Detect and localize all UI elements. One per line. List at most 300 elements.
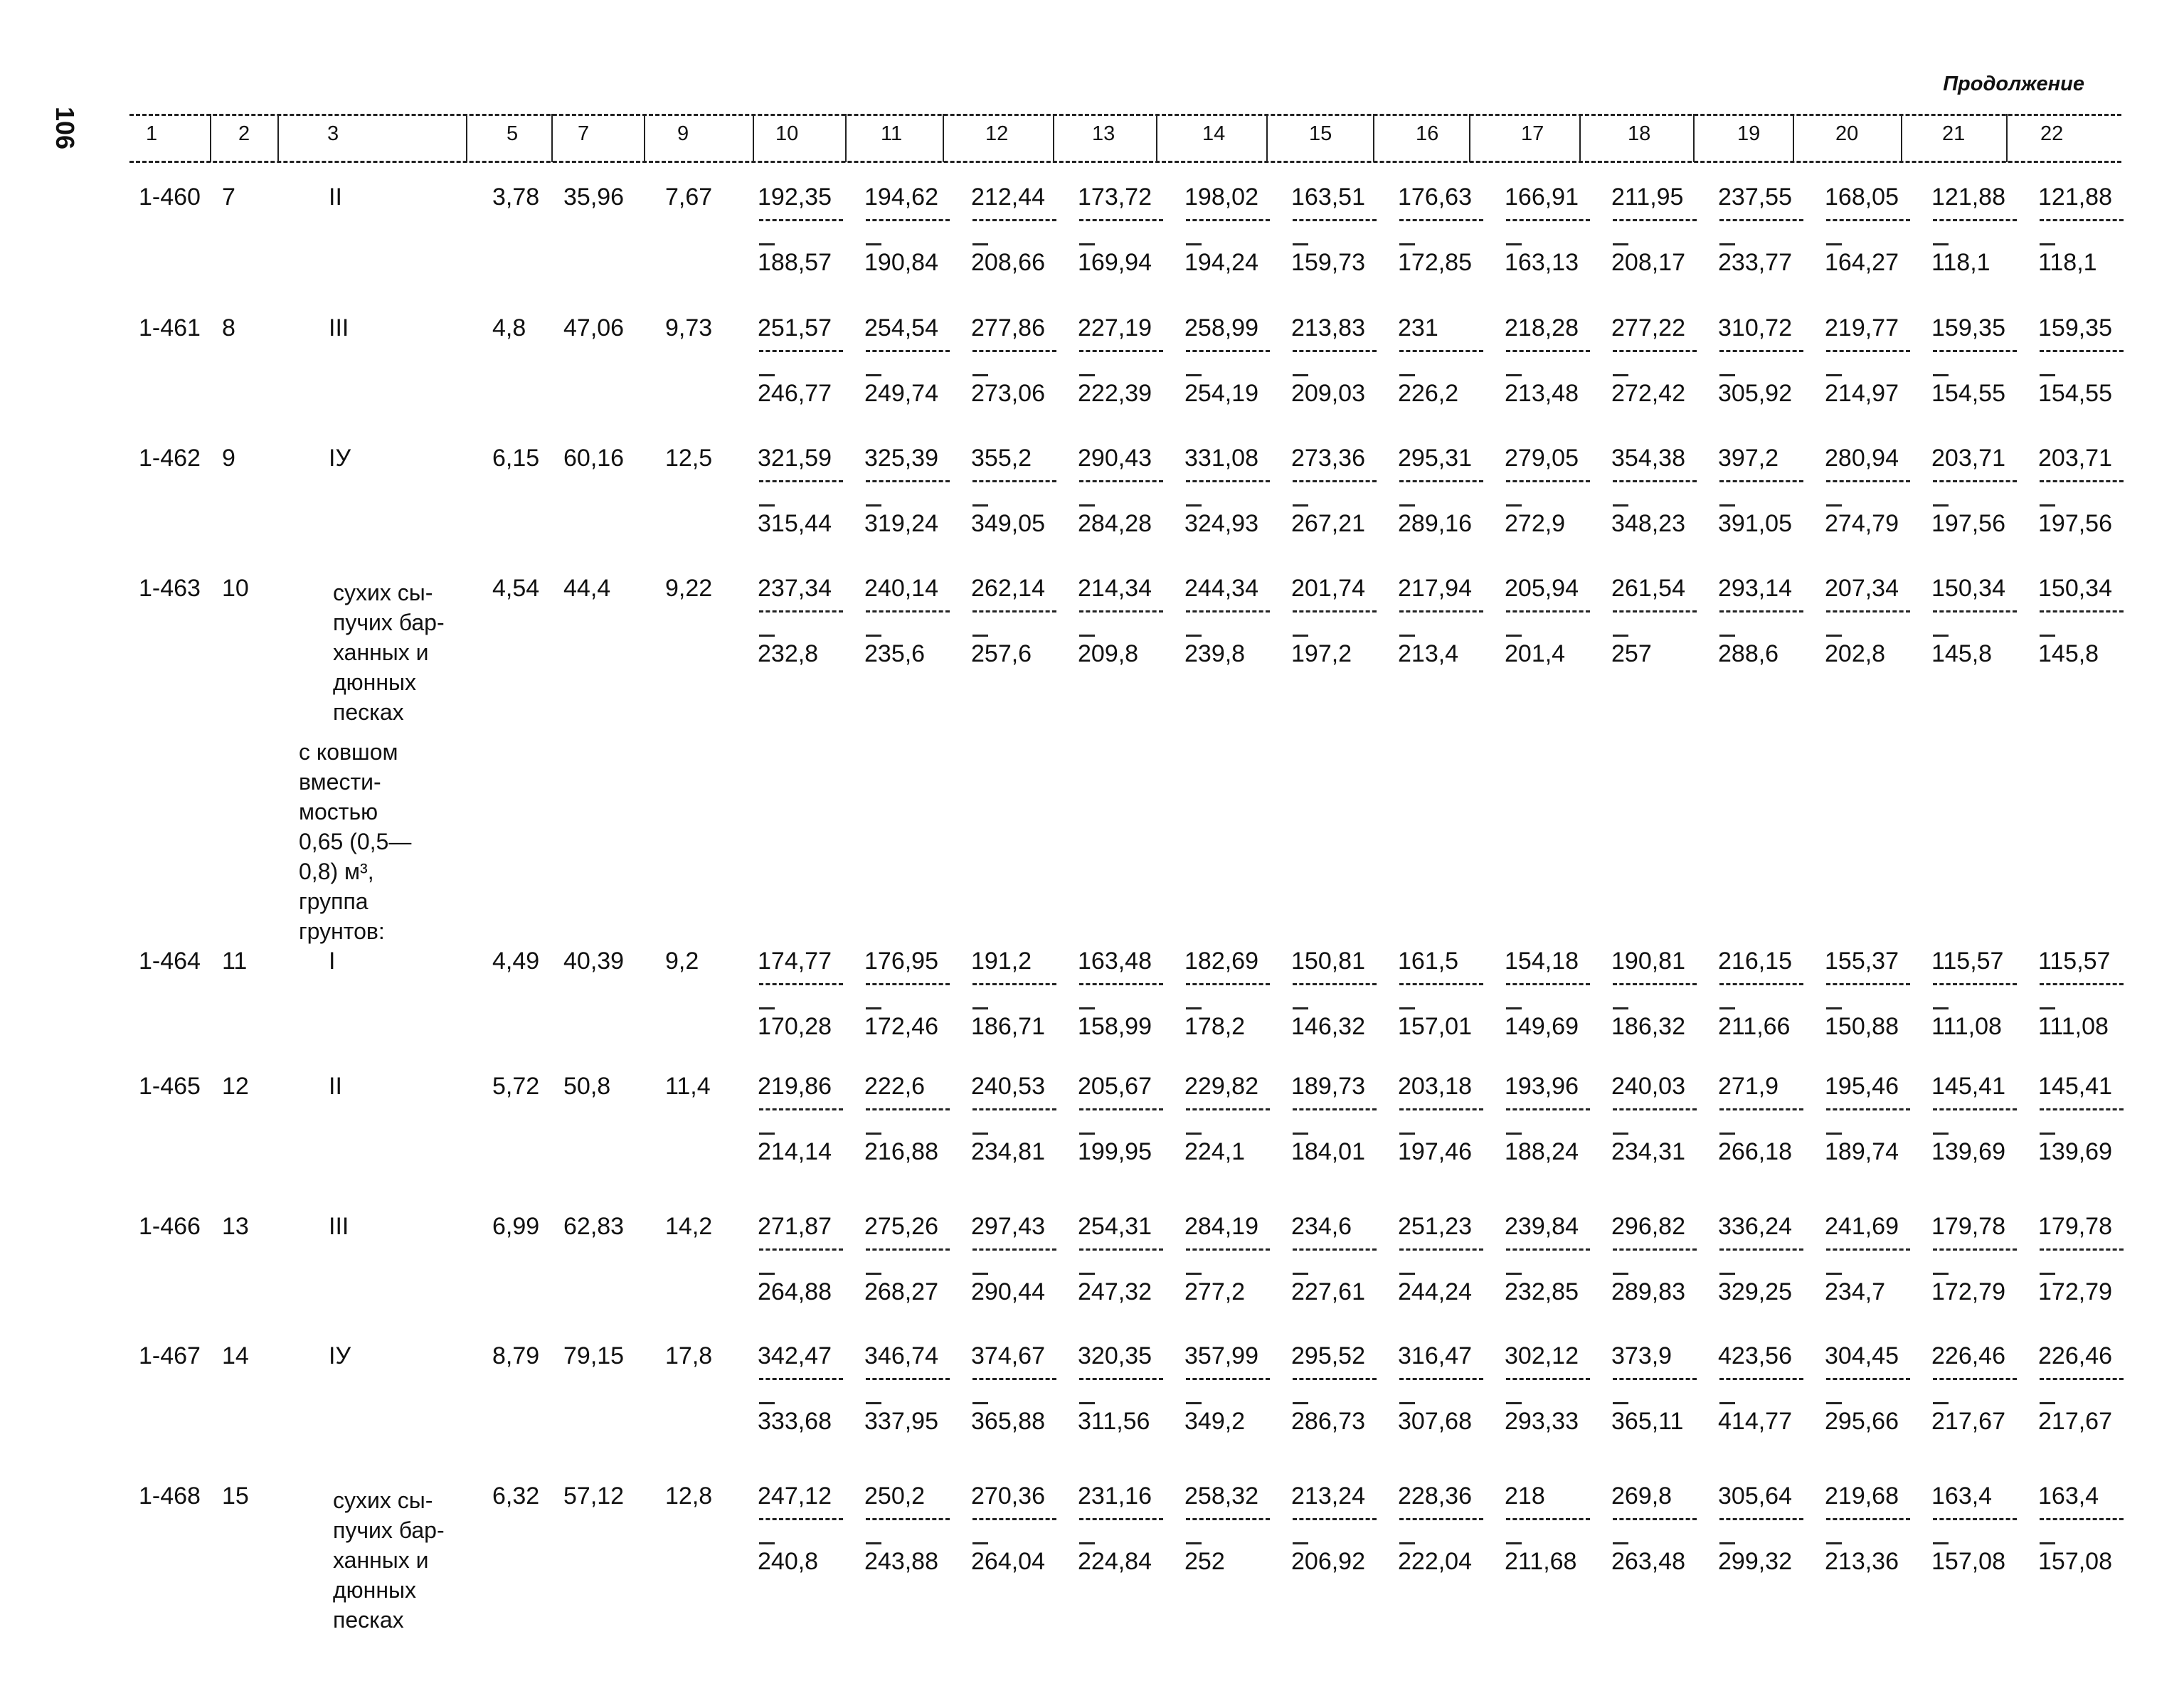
- fraction-numerator: 155,37: [1825, 948, 1899, 975]
- fraction-numerator: 293,14: [1718, 575, 1792, 602]
- fraction-col-21: [1931, 314, 2020, 405]
- column-number-16: 16: [1416, 122, 1439, 145]
- fraction-col-20: [1825, 184, 1914, 275]
- header-divider-12: [1373, 114, 1374, 162]
- soil-group: II: [329, 1073, 342, 1100]
- fraction-numerator: 203,18: [1398, 1073, 1472, 1100]
- fraction-denominator: 272,42: [1611, 380, 1685, 407]
- fraction-numerator: 219,77: [1825, 314, 1899, 341]
- row-number: 9: [222, 445, 235, 472]
- fraction-col-15: [1291, 1483, 1380, 1574]
- fraction-short-dash: [866, 1007, 881, 1009]
- fraction-dashed-rule: [1186, 983, 1270, 985]
- fraction-col-18: [1611, 314, 1700, 405]
- fraction-short-dash: [1933, 635, 1949, 637]
- fraction-col-18: [1611, 948, 1700, 1039]
- fraction-dashed-rule: [1186, 610, 1270, 613]
- fraction-dashed-rule: [1506, 610, 1590, 613]
- fraction-col-19: [1718, 575, 1807, 666]
- fraction-denominator: 139,69: [2038, 1138, 2112, 1165]
- header-top-rule: [129, 114, 2121, 116]
- fraction-dashed-rule: [1293, 1378, 1377, 1380]
- fraction-col-18: [1611, 575, 1700, 666]
- fraction-numerator: 240,03: [1611, 1073, 1685, 1100]
- fraction-denominator: 197,56: [1931, 510, 2005, 537]
- value-col-5: 5,72: [492, 1073, 540, 1100]
- fraction-denominator: 268,27: [864, 1278, 938, 1305]
- fraction-numerator: 373,9: [1611, 1342, 1673, 1369]
- fraction-denominator: 172,79: [1931, 1278, 2005, 1305]
- fraction-numerator: 240,53: [971, 1073, 1045, 1100]
- fraction-short-dash: [1293, 243, 1308, 245]
- fraction-dashed-rule: [1293, 1108, 1377, 1110]
- fraction-numerator: 234,6: [1291, 1213, 1352, 1240]
- fraction-dashed-rule: [972, 610, 1056, 613]
- fraction-denominator: 211,68: [1505, 1548, 1577, 1575]
- group-header-text: с ковшом вмести- мостью 0,65 (0,5— 0,8) м³, группа грунтов:: [299, 739, 412, 944]
- fraction-denominator: 159,73: [1291, 249, 1365, 276]
- fraction-denominator: 264,88: [758, 1278, 832, 1305]
- fraction-denominator: 232,85: [1505, 1278, 1579, 1305]
- fraction-short-dash: [1719, 1007, 1735, 1009]
- fraction-numerator: 190,81: [1611, 948, 1685, 975]
- fraction-numerator: 195,46: [1825, 1073, 1899, 1100]
- fraction-short-dash: [1399, 1402, 1415, 1404]
- fraction-numerator: 222,6: [864, 1073, 926, 1100]
- fraction-col-16: [1398, 184, 1487, 275]
- fraction-dashed-rule: [1293, 480, 1377, 482]
- fraction-numerator: 336,24: [1718, 1213, 1792, 1240]
- fraction-numerator: 237,34: [758, 575, 832, 602]
- fraction-short-dash: [2040, 1007, 2055, 1009]
- fraction-col-13: [1078, 948, 1167, 1039]
- fraction-denominator: 288,6: [1718, 640, 1779, 667]
- fraction-dashed-rule: [1506, 1108, 1590, 1110]
- row-code: 1-463: [139, 575, 201, 602]
- fraction-denominator: 284,28: [1078, 510, 1152, 537]
- fraction-dashed-rule: [1613, 1248, 1697, 1251]
- row-number: 14: [222, 1342, 249, 1369]
- fraction-short-dash: [2040, 243, 2055, 245]
- fraction-dashed-rule: [1719, 1248, 1803, 1251]
- fraction-denominator: 222,39: [1078, 380, 1152, 407]
- header-divider-1: [210, 114, 211, 162]
- fraction-col-19: [1718, 184, 1807, 275]
- fraction-col-21: [1931, 1073, 2020, 1164]
- fraction-denominator: 154,55: [2038, 380, 2112, 407]
- fraction-short-dash: [1293, 1133, 1308, 1135]
- fraction-dashed-rule: [759, 1108, 843, 1110]
- fraction-short-dash: [1826, 243, 1842, 245]
- fraction-col-14: [1184, 184, 1273, 275]
- fraction-col-16: [1398, 948, 1487, 1039]
- fraction-numerator: 193,96: [1505, 1073, 1579, 1100]
- row-code: 1-467: [139, 1342, 201, 1369]
- fraction-numerator: 121,88: [2038, 184, 2112, 211]
- fraction-denominator: 290,44: [971, 1278, 1045, 1305]
- fraction-dashed-rule: [1613, 1518, 1697, 1520]
- fraction-short-dash: [1506, 374, 1522, 376]
- fraction-dashed-rule: [866, 610, 950, 613]
- header-divider-6: [753, 114, 754, 162]
- fraction-denominator: 365,88: [971, 1408, 1045, 1435]
- fraction-short-dash: [866, 1402, 881, 1404]
- fraction-denominator: 254,19: [1184, 380, 1258, 407]
- fraction-denominator: 234,7: [1825, 1278, 1886, 1305]
- header-divider-11: [1266, 114, 1268, 162]
- fraction-col-22: [2038, 575, 2127, 666]
- fraction-numerator: 211,95: [1611, 184, 1684, 211]
- fraction-dashed-rule: [1186, 219, 1270, 221]
- header-divider-2: [277, 114, 279, 162]
- fraction-numerator: 355,2: [971, 445, 1032, 472]
- row-number: 12: [222, 1073, 249, 1100]
- fraction-dashed-rule: [1293, 983, 1377, 985]
- row-number: 7: [222, 184, 235, 211]
- fraction-col-10: [758, 948, 847, 1039]
- fraction-denominator: 197,46: [1398, 1138, 1472, 1165]
- fraction-numerator: 247,12: [758, 1483, 832, 1510]
- fraction-col-19: [1718, 314, 1807, 405]
- fraction-dashed-rule: [1933, 350, 2017, 352]
- fraction-col-14: [1184, 1073, 1273, 1164]
- fraction-numerator: 174,77: [758, 948, 832, 975]
- row-number: 15: [222, 1483, 249, 1510]
- fraction-short-dash: [972, 374, 988, 376]
- fraction-dashed-rule: [1826, 480, 1910, 482]
- row-code: 1-461: [139, 314, 201, 341]
- fraction-dashed-rule: [972, 219, 1056, 221]
- fraction-dashed-rule: [866, 983, 950, 985]
- fraction-numerator: 250,2: [864, 1483, 926, 1510]
- fraction-numerator: 194,62: [864, 184, 938, 211]
- fraction-numerator: 212,44: [971, 184, 1045, 211]
- fraction-col-11: [864, 948, 953, 1039]
- fraction-numerator: 217,94: [1398, 575, 1472, 602]
- fraction-col-11: [864, 445, 953, 536]
- fraction-short-dash: [1613, 1402, 1628, 1404]
- fraction-dashed-rule: [1079, 219, 1163, 221]
- fraction-col-15: [1291, 314, 1380, 405]
- fraction-short-dash: [972, 1273, 988, 1275]
- fraction-short-dash: [1613, 1542, 1628, 1544]
- fraction-short-dash: [759, 1402, 775, 1404]
- fraction-dashed-rule: [1613, 350, 1697, 352]
- fraction-col-21: [1931, 1483, 2020, 1574]
- fraction-denominator: 188,57: [758, 249, 832, 276]
- fraction-dashed-rule: [1506, 1378, 1590, 1380]
- fraction-col-21: [1931, 575, 2020, 666]
- fraction-numerator: 258,32: [1184, 1483, 1258, 1510]
- fraction-denominator: 118,1: [1931, 249, 1990, 276]
- value-col-9: 14,2: [665, 1213, 713, 1240]
- fraction-numerator: 145,41: [2038, 1073, 2112, 1100]
- fraction-dashed-rule: [1933, 1248, 2017, 1251]
- header-divider-7: [845, 114, 847, 162]
- fraction-short-dash: [1506, 504, 1522, 507]
- fraction-dashed-rule: [759, 1518, 843, 1520]
- fraction-numerator: 357,99: [1184, 1342, 1258, 1369]
- fraction-short-dash: [1293, 635, 1308, 637]
- header-divider-3: [466, 114, 467, 162]
- fraction-numerator: 316,47: [1398, 1342, 1472, 1369]
- fraction-numerator: 261,54: [1611, 575, 1685, 602]
- fraction-dashed-rule: [1933, 219, 2017, 221]
- fraction-denominator: 184,01: [1291, 1138, 1365, 1165]
- fraction-dashed-rule: [1293, 1518, 1377, 1520]
- fraction-numerator: 296,82: [1611, 1213, 1685, 1240]
- fraction-dashed-rule: [1719, 610, 1803, 613]
- fraction-col-10: [758, 314, 847, 405]
- fraction-denominator: 186,71: [971, 1013, 1045, 1040]
- fraction-short-dash: [1079, 504, 1095, 507]
- fraction-numerator: 226,46: [1931, 1342, 2005, 1369]
- fraction-numerator: 290,43: [1078, 445, 1152, 472]
- fraction-short-dash: [1399, 635, 1415, 637]
- fraction-col-16: [1398, 445, 1487, 536]
- fraction-denominator: 224,1: [1184, 1138, 1246, 1165]
- fraction-short-dash: [1506, 1402, 1522, 1404]
- fraction-numerator: 176,95: [864, 948, 938, 975]
- fraction-dashed-rule: [1613, 1378, 1697, 1380]
- fraction-dashed-rule: [866, 1378, 950, 1380]
- value-col-9: 7,67: [665, 184, 713, 211]
- value-col-9: 11,4: [665, 1073, 711, 1100]
- fraction-denominator: 299,32: [1718, 1548, 1792, 1575]
- fraction-col-19: [1718, 1342, 1807, 1433]
- fraction-col-13: [1078, 314, 1167, 405]
- fraction-col-18: [1611, 1073, 1700, 1164]
- fraction-col-17: [1505, 314, 1594, 405]
- header-divider-18: [2006, 114, 2008, 162]
- fraction-short-dash: [972, 635, 988, 637]
- fraction-col-17: [1505, 1213, 1594, 1304]
- fraction-denominator: 305,92: [1718, 380, 1792, 407]
- fraction-col-18: [1611, 1342, 1700, 1433]
- fraction-numerator: 150,34: [2038, 575, 2112, 602]
- fraction-short-dash: [759, 243, 775, 245]
- fraction-denominator: 348,23: [1611, 510, 1685, 537]
- fraction-col-18: [1611, 1213, 1700, 1304]
- fraction-numerator: 320,35: [1078, 1342, 1152, 1369]
- fraction-numerator: 161,5: [1398, 948, 1459, 975]
- fraction-col-16: [1398, 1213, 1487, 1304]
- column-number-1: 1: [146, 122, 158, 145]
- fraction-short-dash: [1826, 1542, 1842, 1544]
- fraction-dashed-rule: [1826, 610, 1910, 613]
- fraction-dashed-rule: [1186, 1518, 1270, 1520]
- fraction-dashed-rule: [2040, 610, 2124, 613]
- fraction-col-12: [971, 445, 1060, 536]
- fraction-dashed-rule: [1079, 350, 1163, 352]
- value-col-5: 3,78: [492, 184, 540, 211]
- fraction-col-12: [971, 948, 1060, 1039]
- fraction-short-dash: [1719, 1133, 1735, 1135]
- fraction-short-dash: [1186, 1273, 1202, 1275]
- value-col-5: 4,8: [492, 314, 526, 341]
- fraction-denominator: 208,17: [1611, 249, 1685, 276]
- header-divider-13: [1469, 114, 1470, 162]
- fraction-dashed-rule: [1933, 480, 2017, 482]
- fraction-short-dash: [1186, 243, 1202, 245]
- fraction-dashed-rule: [1293, 350, 1377, 352]
- fraction-col-11: [864, 1483, 953, 1574]
- row-code: 1-466: [139, 1213, 201, 1240]
- fraction-denominator: 243,88: [864, 1548, 938, 1575]
- fraction-short-dash: [1399, 504, 1415, 507]
- fraction-numerator: 229,82: [1184, 1073, 1258, 1100]
- fraction-dashed-rule: [972, 1248, 1056, 1251]
- fraction-dashed-rule: [1506, 219, 1590, 221]
- fraction-dashed-rule: [1079, 480, 1163, 482]
- fraction-denominator: 178,2: [1184, 1013, 1246, 1040]
- fraction-denominator: 194,24: [1184, 249, 1258, 276]
- fraction-dashed-rule: [866, 1108, 950, 1110]
- value-col-7: 62,83: [563, 1213, 625, 1240]
- fraction-col-12: [971, 184, 1060, 275]
- fraction-dashed-rule: [1826, 350, 1910, 352]
- fraction-numerator: 198,02: [1184, 184, 1258, 211]
- fraction-col-10: [758, 1342, 847, 1433]
- fraction-dashed-rule: [1613, 219, 1697, 221]
- fraction-short-dash: [1826, 1007, 1842, 1009]
- fraction-col-10: [758, 184, 847, 275]
- fraction-numerator: 213,83: [1291, 314, 1365, 341]
- fraction-short-dash: [1719, 1273, 1735, 1275]
- fraction-col-20: [1825, 314, 1914, 405]
- fraction-dashed-rule: [1613, 983, 1697, 985]
- fraction-denominator: 267,21: [1291, 510, 1365, 537]
- fraction-col-20: [1825, 1213, 1914, 1304]
- fraction-short-dash: [1506, 1007, 1522, 1009]
- fraction-dashed-rule: [866, 350, 950, 352]
- fraction-dashed-rule: [1613, 610, 1697, 613]
- fraction-numerator: 270,36: [971, 1483, 1045, 1510]
- fraction-dashed-rule: [1826, 1518, 1910, 1520]
- fraction-dashed-rule: [1293, 1248, 1377, 1251]
- fraction-col-17: [1505, 1073, 1594, 1164]
- fraction-dashed-rule: [1933, 983, 2017, 985]
- fraction-col-10: [758, 445, 847, 536]
- fraction-short-dash: [1613, 1133, 1628, 1135]
- fraction-denominator: 414,77: [1718, 1408, 1792, 1435]
- fraction-short-dash: [866, 1273, 881, 1275]
- fraction-denominator: 349,05: [971, 510, 1045, 537]
- fraction-denominator: 249,74: [864, 380, 938, 407]
- value-col-9: 9,22: [665, 575, 713, 602]
- fraction-numerator: 254,54: [864, 314, 938, 341]
- fraction-denominator: 234,81: [971, 1138, 1045, 1165]
- value-col-5: 8,79: [492, 1342, 540, 1369]
- fraction-col-22: [2038, 1483, 2127, 1574]
- fraction-short-dash: [1186, 1542, 1202, 1544]
- fraction-short-dash: [866, 1542, 881, 1544]
- fraction-denominator: 163,13: [1505, 249, 1579, 276]
- fraction-denominator: 319,24: [864, 510, 938, 537]
- fraction-dashed-rule: [866, 480, 950, 482]
- fraction-col-12: [971, 1342, 1060, 1433]
- fraction-numerator: 321,59: [758, 445, 832, 472]
- value-col-7: 44,4: [563, 575, 611, 602]
- fraction-dashed-rule: [1826, 983, 1910, 985]
- fraction-col-11: [864, 184, 953, 275]
- value-col-9: 9,2: [665, 948, 699, 975]
- fraction-col-14: [1184, 1213, 1273, 1304]
- fraction-short-dash: [1293, 1402, 1308, 1404]
- fraction-denominator: 264,04: [971, 1548, 1045, 1575]
- value-col-7: 79,15: [563, 1342, 625, 1369]
- fraction-dashed-rule: [1933, 1108, 2017, 1110]
- fraction-denominator: 201,4: [1505, 640, 1566, 667]
- fraction-short-dash: [866, 374, 881, 376]
- fraction-dashed-rule: [1506, 480, 1590, 482]
- fraction-dashed-rule: [1079, 1518, 1163, 1520]
- fraction-col-14: [1184, 575, 1273, 666]
- fraction-denominator: 289,83: [1611, 1278, 1685, 1305]
- fraction-col-16: [1398, 1073, 1487, 1164]
- fraction-denominator: 216,88: [864, 1138, 938, 1165]
- fraction-dashed-rule: [1506, 1248, 1590, 1251]
- fraction-numerator: 121,88: [1931, 184, 2005, 211]
- row-code: 1-464: [139, 948, 201, 975]
- column-number-20: 20: [1835, 122, 1859, 145]
- soil-group: III: [329, 1213, 349, 1240]
- fraction-numerator: 397,2: [1718, 445, 1779, 472]
- fraction-dashed-rule: [1719, 983, 1803, 985]
- fraction-numerator: 227,19: [1078, 314, 1152, 341]
- fraction-denominator: 158,99: [1078, 1013, 1152, 1040]
- fraction-short-dash: [1719, 635, 1735, 637]
- fraction-col-18: [1611, 445, 1700, 536]
- fraction-numerator: 237,55: [1718, 184, 1792, 211]
- fraction-denominator: 206,92: [1291, 1548, 1365, 1575]
- fraction-short-dash: [759, 1273, 775, 1275]
- fraction-col-13: [1078, 1213, 1167, 1304]
- header-divider-17: [1901, 114, 1902, 162]
- fraction-numerator: 258,99: [1184, 314, 1258, 341]
- fraction-col-14: [1184, 948, 1273, 1039]
- fraction-col-21: [1931, 1342, 2020, 1433]
- fraction-denominator: 157,08: [1931, 1548, 2005, 1575]
- value-col-9: 9,73: [665, 314, 713, 341]
- fraction-short-dash: [2040, 1273, 2055, 1275]
- fraction-numerator: 115,57: [2038, 948, 2111, 975]
- fraction-numerator: 297,43: [971, 1213, 1045, 1240]
- fraction-denominator: 139,69: [1931, 1138, 2005, 1165]
- fraction-denominator: 252: [1184, 1548, 1225, 1575]
- column-number-7: 7: [578, 122, 590, 145]
- fraction-numerator: 279,05: [1505, 445, 1579, 472]
- row-number: 11: [222, 948, 248, 975]
- fraction-denominator: 226,2: [1398, 380, 1459, 407]
- fraction-denominator: 150,88: [1825, 1013, 1899, 1040]
- fraction-denominator: 257: [1611, 640, 1652, 667]
- fraction-numerator: 159,35: [1931, 314, 2005, 341]
- fraction-short-dash: [1826, 504, 1842, 507]
- fraction-short-dash: [1719, 1402, 1735, 1404]
- fraction-short-dash: [759, 1133, 775, 1135]
- fraction-col-13: [1078, 1483, 1167, 1574]
- fraction-denominator: 289,16: [1398, 510, 1472, 537]
- fraction-short-dash: [1293, 1273, 1308, 1275]
- fraction-dashed-rule: [2040, 480, 2124, 482]
- fraction-short-dash: [1399, 374, 1415, 376]
- fraction-dashed-rule: [1186, 480, 1270, 482]
- fraction-dashed-rule: [1933, 1378, 2017, 1380]
- fraction-dashed-rule: [972, 983, 1056, 985]
- fraction-numerator: 273,36: [1291, 445, 1365, 472]
- fraction-numerator: 374,67: [971, 1342, 1045, 1369]
